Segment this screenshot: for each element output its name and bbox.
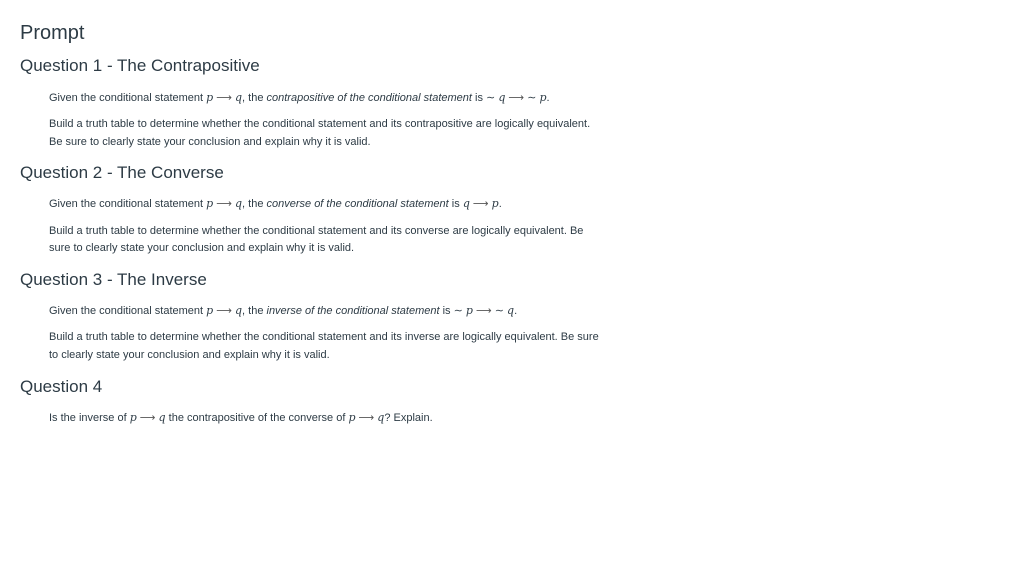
math-p: p	[539, 91, 547, 104]
math-q: q	[377, 411, 385, 424]
math-p: p	[206, 91, 214, 104]
period: .	[546, 92, 550, 104]
math-p: p	[206, 304, 214, 317]
given-prefix: Given the conditional statement	[49, 92, 204, 104]
question-3-given	[49, 303, 517, 319]
question-4-text-b: the contrapositive of the converse of	[168, 412, 346, 424]
question-3-body-line-1: Build a truth table to determine whether the conditional statement and its inverse are logically equivalent. Be sure	[49, 331, 599, 343]
comma-text: , the	[242, 198, 264, 210]
math-p: p	[129, 411, 137, 424]
arrow-icon: ⟶	[475, 304, 492, 317]
is-text: is	[475, 92, 483, 104]
is-text: is	[442, 305, 451, 317]
question-4-heading: Question 4	[20, 377, 103, 396]
math-p: p	[206, 197, 214, 210]
definition-term: converse of the conditional statement	[266, 198, 449, 210]
period: .	[498, 198, 502, 210]
not-symbol: ∼	[527, 91, 537, 104]
math-q: q	[462, 197, 470, 210]
math-p: p	[348, 411, 356, 424]
comma-text: , the	[242, 305, 264, 317]
definition-term: contrapositive of the conditional statement	[266, 92, 472, 104]
is-text: is	[451, 198, 460, 210]
comma-text: , the	[242, 92, 264, 104]
arrow-icon: ⟶	[139, 411, 156, 424]
question-4-text-c: ? Explain.	[384, 412, 433, 424]
math-q: q	[507, 304, 515, 317]
math-p: p	[491, 197, 499, 210]
arrow-icon: ⟶	[216, 197, 232, 210]
question-2-given	[49, 196, 502, 212]
math-q: q	[234, 197, 243, 210]
not-symbol: ∼	[453, 304, 463, 317]
question-4-text	[49, 410, 433, 426]
question-1-given	[49, 90, 550, 106]
page-title: Prompt	[20, 22, 85, 44]
question-3-body-line-2: to clearly state your conclusion and explain why it is valid.	[49, 349, 330, 361]
question-1-heading: Question 1 - The Contrapositive	[20, 56, 260, 75]
given-prefix: Given the conditional statement	[49, 198, 204, 210]
arrow-icon: ⟶	[216, 91, 232, 104]
question-1-body-line-1: Build a truth table to determine whether the conditional statement and its contrapositive are logically equivalent.	[49, 118, 591, 130]
math-p: p	[465, 304, 473, 317]
math-q: q	[234, 304, 243, 317]
question-4-text-a: Is the inverse of	[49, 412, 127, 424]
question-3-heading: Question 3 - The Inverse	[20, 270, 207, 289]
math-q: q	[158, 411, 166, 424]
arrow-icon: ⟶	[216, 304, 232, 317]
question-2-body-line-1: Build a truth table to determine whether the conditional statement and its converse are logically equivalent. Be	[49, 225, 584, 237]
arrow-icon: ⟶	[358, 411, 375, 424]
question-1-body-line-2: Be sure to clearly state your conclusion and explain why it is valid.	[49, 136, 371, 148]
given-prefix: Given the conditional statement	[49, 305, 204, 317]
math-q: q	[498, 91, 506, 104]
not-symbol: ∼	[494, 304, 504, 317]
question-2-heading: Question 2 - The Converse	[20, 163, 224, 182]
math-q: q	[234, 91, 243, 104]
question-2-body-line-2: sure to clearly state your conclusion and explain why it is valid.	[49, 242, 355, 254]
arrow-icon: ⟶	[508, 91, 525, 104]
arrow-icon: ⟶	[472, 197, 489, 210]
period: .	[514, 305, 518, 317]
definition-term: inverse of the conditional statement	[266, 305, 440, 317]
not-symbol: ∼	[486, 91, 496, 104]
